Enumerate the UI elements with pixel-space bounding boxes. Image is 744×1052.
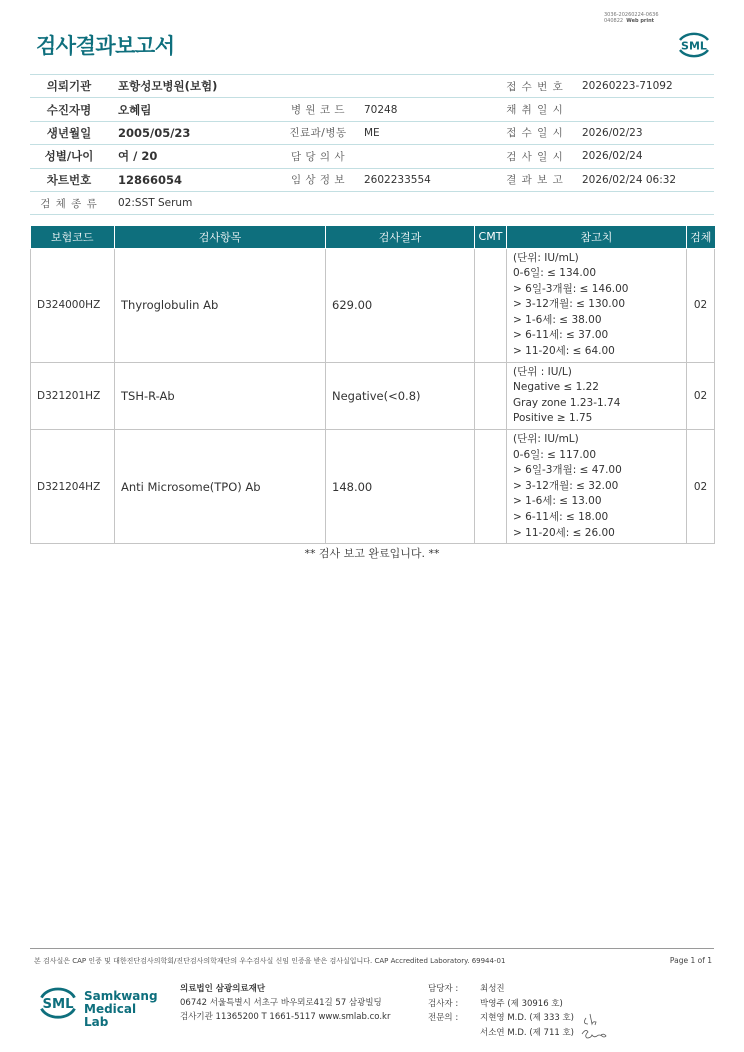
info-label: 의뢰기관 xyxy=(30,75,108,98)
document-id xyxy=(604,12,659,24)
insurance-code: D324000HZ xyxy=(31,248,115,362)
org-name: 의료법인 삼광의료재단 xyxy=(180,984,266,994)
staff-row xyxy=(428,982,574,997)
document-id-line2: 040822 xyxy=(604,18,624,24)
staff-role: 검사자 : xyxy=(428,998,459,1009)
accreditation-note: 본 검사실은 CAP 인증 및 대한진단검사의학회/진단검사의학재단의 우수검사실 신임 인증을 받은 검사실입니다. CAP Accredited Laboratory. 69944-01 xyxy=(34,957,506,965)
info-row xyxy=(30,98,714,121)
info-value: 오혜림 xyxy=(108,98,282,121)
info-label: 임 상 정 보 xyxy=(282,168,354,191)
sml-logo-small xyxy=(36,980,80,1024)
info-value: 2026/02/23 xyxy=(572,121,714,144)
info-label: 차트번호 xyxy=(30,168,108,191)
insurance-code: D321201HZ xyxy=(31,362,115,429)
info-value xyxy=(354,191,498,214)
info-value: 02:SST Serum xyxy=(108,191,282,214)
test-result: 629.00 xyxy=(326,248,475,362)
table-row xyxy=(31,248,715,362)
info-row xyxy=(30,168,714,191)
org-contact: 검사기관 11365200 T 1661-5117 www.smlab.co.kr xyxy=(180,1012,391,1022)
info-label xyxy=(498,191,572,214)
info-label xyxy=(282,75,354,98)
info-label xyxy=(282,191,354,214)
staff-name: 지현영 M.D. (제 333 호) xyxy=(480,1013,575,1023)
patient-info-table xyxy=(30,74,714,215)
sml-logo-text: SML xyxy=(681,39,707,53)
test-result: 148.00 xyxy=(326,430,475,544)
info-label: 담 당 의 사 xyxy=(282,145,354,168)
cmt xyxy=(475,248,507,362)
cmt xyxy=(475,430,507,544)
test-item: Anti Microsome(TPO) Ab xyxy=(115,430,326,544)
results-header-row xyxy=(31,226,715,248)
info-value: 20260223-71092 xyxy=(572,75,714,98)
info-value: 2026/02/24 xyxy=(572,145,714,168)
info-label: 생년월일 xyxy=(30,121,108,144)
staff-name: 서소연 M.D. (제 711 호) xyxy=(480,1027,575,1038)
info-label: 병 원 코 드 xyxy=(282,98,354,121)
sml-logo xyxy=(674,26,714,62)
test-item: Thyroglobulin Ab xyxy=(115,248,326,362)
info-value: ME xyxy=(354,121,498,144)
info-row xyxy=(30,191,714,214)
header-test-item: 검사항목 xyxy=(115,226,326,248)
staff-name: 박영주 (제 30916 호) xyxy=(480,998,563,1009)
cmt xyxy=(475,362,507,429)
staff-row xyxy=(428,997,574,1012)
header-insurance-code: 보험코드 xyxy=(31,226,115,248)
sml-logo-small-text: SML xyxy=(42,997,74,1013)
info-label: 검 사 일 시 xyxy=(498,145,572,168)
specimen: 02 xyxy=(687,362,715,429)
info-label: 결 과 보 고 xyxy=(498,168,572,191)
footer-divider xyxy=(30,948,714,949)
insurance-code: D321204HZ xyxy=(31,430,115,544)
signature xyxy=(578,1008,614,1042)
info-label: 접 수 번 호 xyxy=(498,75,572,98)
reference-range: (단위: IU/mL) 0-6일: ≤ 117.00 > 6일-3개월: ≤ 47.00 > 3-12개월: ≤ 32.00 > 1-6세: ≤ 13.00 > 6-11세: ≤ 18.00 > 11-20세: ≤ 26.00 xyxy=(507,430,687,544)
page-title: 검사결과보고서 xyxy=(36,34,175,58)
header-reference: 참고치 xyxy=(507,226,687,248)
info-label: 접 수 일 시 xyxy=(498,121,572,144)
info-label: 검 체 종 류 xyxy=(30,191,108,214)
page-number: Page 1 of 1 xyxy=(669,956,712,965)
staff-role: 전문의 : xyxy=(428,1013,459,1023)
report-complete-text: ** 검사 보고 완료입니다. ** xyxy=(304,547,440,560)
info-row xyxy=(30,121,714,144)
staff-row xyxy=(428,1026,574,1041)
staff-row xyxy=(428,1011,574,1026)
header-test-result: 검사결과 xyxy=(326,226,475,248)
staff-role: 담당자 : xyxy=(428,984,459,994)
reference-range: (단위: IU/mL) 0-6일: ≤ 134.00 > 6일-3개월: ≤ 146.00 > 3-12개월: ≤ 130.00 > 1-6세: ≤ 38.00 > 6-11세: ≤ 37.00 > 11-20세: ≤ 64.00 xyxy=(507,248,687,362)
info-label: 성별/나이 xyxy=(30,145,108,168)
staff-info xyxy=(428,982,574,1040)
info-value: 여 / 20 xyxy=(108,145,282,168)
staff-name: 최성진 xyxy=(480,984,505,994)
info-value: 2026/02/24 06:32 xyxy=(572,168,714,191)
samkwang-logo xyxy=(36,980,158,1029)
results-table xyxy=(30,226,715,544)
info-value xyxy=(572,191,714,214)
info-row xyxy=(30,145,714,168)
header-specimen: 검체 xyxy=(687,226,715,248)
reference-range: (단위 : IU/L) Negative ≤ 1.22 Gray zone 1.23-1.74 Positive ≥ 1.75 xyxy=(507,362,687,429)
info-value: 2602233554 xyxy=(354,168,498,191)
info-value: 12866054 xyxy=(108,168,282,191)
table-row xyxy=(31,362,715,429)
specimen: 02 xyxy=(687,430,715,544)
info-value xyxy=(354,75,498,98)
specimen: 02 xyxy=(687,248,715,362)
organization-info xyxy=(180,982,390,1024)
test-result: Negative(<0.8) xyxy=(326,362,475,429)
info-value: 70248 xyxy=(354,98,498,121)
org-address: 06742 서울특별시 서초구 바우뫼로41길 57 삼광빌딩 xyxy=(180,998,382,1008)
web-print-label: Web print xyxy=(626,18,655,24)
info-value: 2005/05/23 xyxy=(108,121,282,144)
document-id-line1: 3036-20260224-0636 xyxy=(604,12,659,18)
info-label: 진료과/병동 xyxy=(282,121,354,144)
test-item: TSH-R-Ab xyxy=(115,362,326,429)
table-row xyxy=(31,430,715,544)
logo-line1: Samkwang xyxy=(84,989,158,1003)
info-label: 수진자명 xyxy=(30,98,108,121)
info-row xyxy=(30,75,714,98)
header-cmt: CMT xyxy=(475,226,507,248)
info-value: 포항성모병원(보험) xyxy=(108,75,282,98)
info-value xyxy=(572,98,714,121)
info-value xyxy=(354,145,498,168)
info-label: 채 취 일 시 xyxy=(498,98,572,121)
logo-line2: Medical Lab xyxy=(84,1002,137,1029)
